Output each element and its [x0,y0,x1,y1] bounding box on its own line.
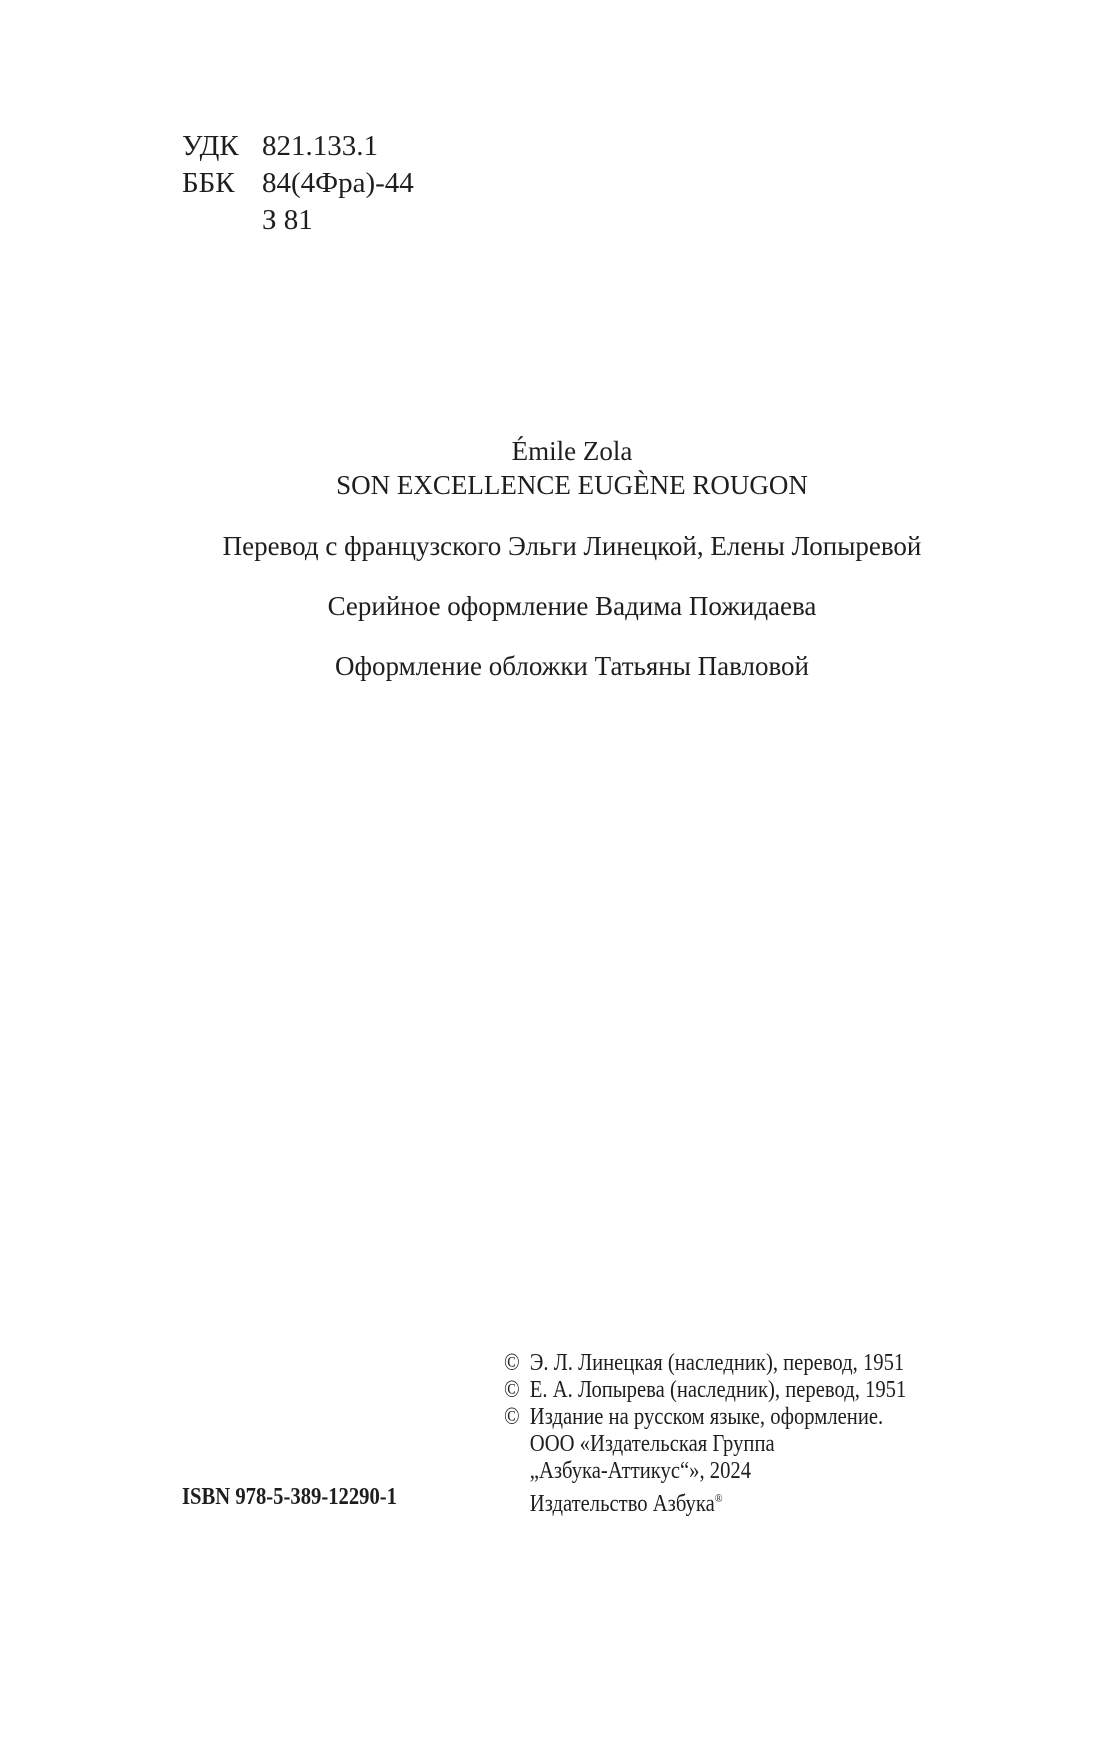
copyright-icon: © [504,1350,520,1376]
copyright-line: © Издание на русском языке, оформление. [504,1404,884,1430]
bbk-label: ББК [182,167,235,199]
copyright-line: ООО «Издательская Группа [529,1431,775,1457]
copyright-line: „Азбука-Аттикус“», 2024 [529,1458,752,1484]
udk-label: УДК [182,130,239,162]
registered-icon: ® [714,1491,723,1505]
author-mark-row [182,202,414,239]
copyright-block [504,1350,906,1518]
original-title: SON EXCELLENCE EUGÈNE ROUGON [336,470,808,500]
bbk-value: 84(4Фра)-44 [262,167,414,199]
copyright-line: © Е. А. Лопырева (наследник), перевод, 1951 [504,1377,907,1403]
cover-design-credit: Оформление обложки Татьяны Павловой [335,651,809,681]
classification-codes [182,128,414,239]
copyright-icon: © [504,1377,520,1403]
bbk-row [182,165,414,202]
author-mark: З 81 [262,204,313,236]
copyright-icon: © [504,1404,520,1430]
copyright-line: © Э. Л. Линецкая (наследник), перевод, 1951 [504,1350,905,1376]
original-author: Émile Zola [511,436,633,466]
copyright-line: Издательство Азбука® [529,1491,723,1517]
translation-credit: Перевод с французского Эльги Линецкой, Елены Лопыревой [222,531,922,561]
isbn: ISBN 978-5-389-12290-1 [182,1484,397,1510]
udk-value: 821.133.1 [262,130,378,162]
series-design-credit: Серийное оформление Вадима Пожидаева [327,591,817,621]
udk-row [182,128,414,165]
